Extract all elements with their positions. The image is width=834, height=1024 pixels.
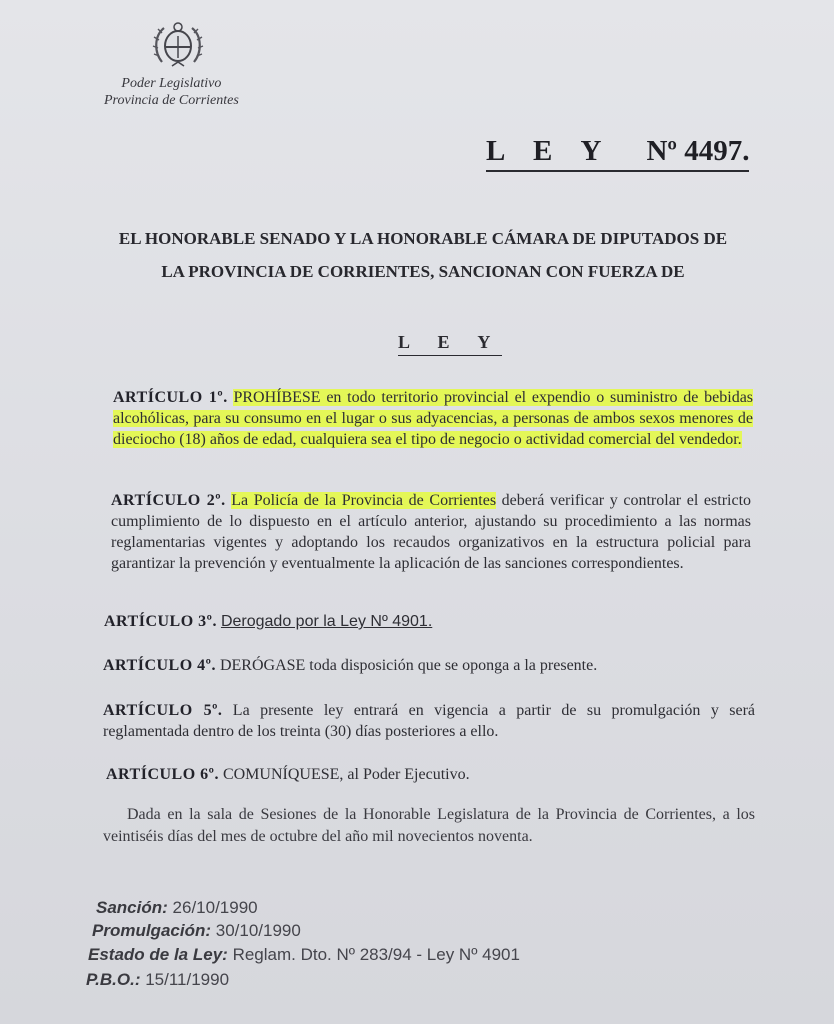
- institution-line-1: Poder Legislativo: [121, 76, 222, 91]
- estado-value: Reglam. Dto. Nº 283/94 - Ley Nº 4901: [232, 945, 520, 964]
- article-1: [113, 387, 753, 450]
- article-2: [111, 490, 751, 574]
- article-3: [104, 611, 754, 632]
- highlighted-text: PROHÍBESE: [233, 389, 321, 406]
- provincial-coat-of-arms-icon: [150, 18, 206, 74]
- article-label: ARTÍCULO 4º.: [103, 657, 216, 674]
- law-number: Nº 4497.: [646, 135, 750, 167]
- promulgacion-value: 30/10/1990: [215, 921, 301, 940]
- article-4: [103, 655, 753, 676]
- article-label: ARTÍCULO 5º.: [103, 702, 223, 719]
- ley-heading: L E Y: [398, 332, 502, 356]
- law-title-word: L E Y: [486, 135, 613, 167]
- institution-line-2: Provincia de Corrientes: [104, 93, 239, 108]
- sancion-value: 26/10/1990: [172, 898, 258, 917]
- sancion-line: [96, 898, 258, 918]
- estado-line: [88, 945, 520, 965]
- highlighted-text: La Policía de la Provincia de Corrientes: [231, 492, 497, 509]
- article-5: [103, 700, 755, 742]
- promulgacion-label: Promulgación:: [92, 921, 212, 940]
- article-text: deberá verificar y controlar el estricto cumplimiento de lo dispuesto en el artículo anterior, ajustando su procedimiento a las normas reglamentarias vigentes y adoptando los recaudos organizativos en la estructura policial para garantizar la prevención y eventualmente la aplicación de las sanciones correspondientes.: [111, 492, 752, 572]
- article-label: ARTÍCULO 3º.: [104, 613, 217, 630]
- given-at-paragraph: Dada en la sala de Sesiones de la Honorable Legislatura de la Provincia de Corrientes, a los veintiséis días del mes de octubre del año mil novecientos noventa.: [103, 806, 755, 845]
- sancion-label: Sanción:: [96, 898, 168, 917]
- article-text: en todo territorio provincial el expendio o suministro de bebidas alcohólicas, para su consumo en el lugar o sus adyacencias, a personas de ambos sexos menores de dieciocho (18) años de edad, cualquiera sea el tipo de negocio o actividad comercial del vendedor.: [113, 389, 754, 448]
- article-label: ARTÍCULO 1º.: [113, 389, 228, 406]
- promulgacion-line: [92, 921, 301, 941]
- article-text: COMUNÍQUESE, al Poder Ejecutivo.: [222, 766, 470, 783]
- article-text: DERÓGASE toda disposición que se oponga a la presente.: [219, 657, 598, 674]
- article-label: ARTÍCULO 2º.: [111, 492, 226, 509]
- pbo-line: [86, 970, 229, 990]
- letterhead: [104, 75, 239, 109]
- estado-label: Estado de la Ley:: [88, 945, 228, 964]
- article-text: Derogado por la Ley Nº 4901.: [220, 613, 433, 630]
- preamble: EL HONORABLE SENADO Y LA HONORABLE CÁMARA DE DIPUTADOS DE LA PROVINCIA DE CORRIENTES, SANCIONAN CON FUERZA DE: [118, 229, 728, 281]
- law-title: [486, 135, 749, 172]
- article-6: [106, 764, 756, 785]
- article-label: ARTÍCULO 6º.: [106, 766, 219, 783]
- article-text: La presente ley entrará en vigencia a partir de su promulgación y será reglamentada dentro de los treinta (30) días posteriores a ello.: [103, 702, 755, 740]
- pbo-value: 15/11/1990: [145, 970, 230, 989]
- pbo-label: P.B.O.:: [86, 970, 141, 989]
